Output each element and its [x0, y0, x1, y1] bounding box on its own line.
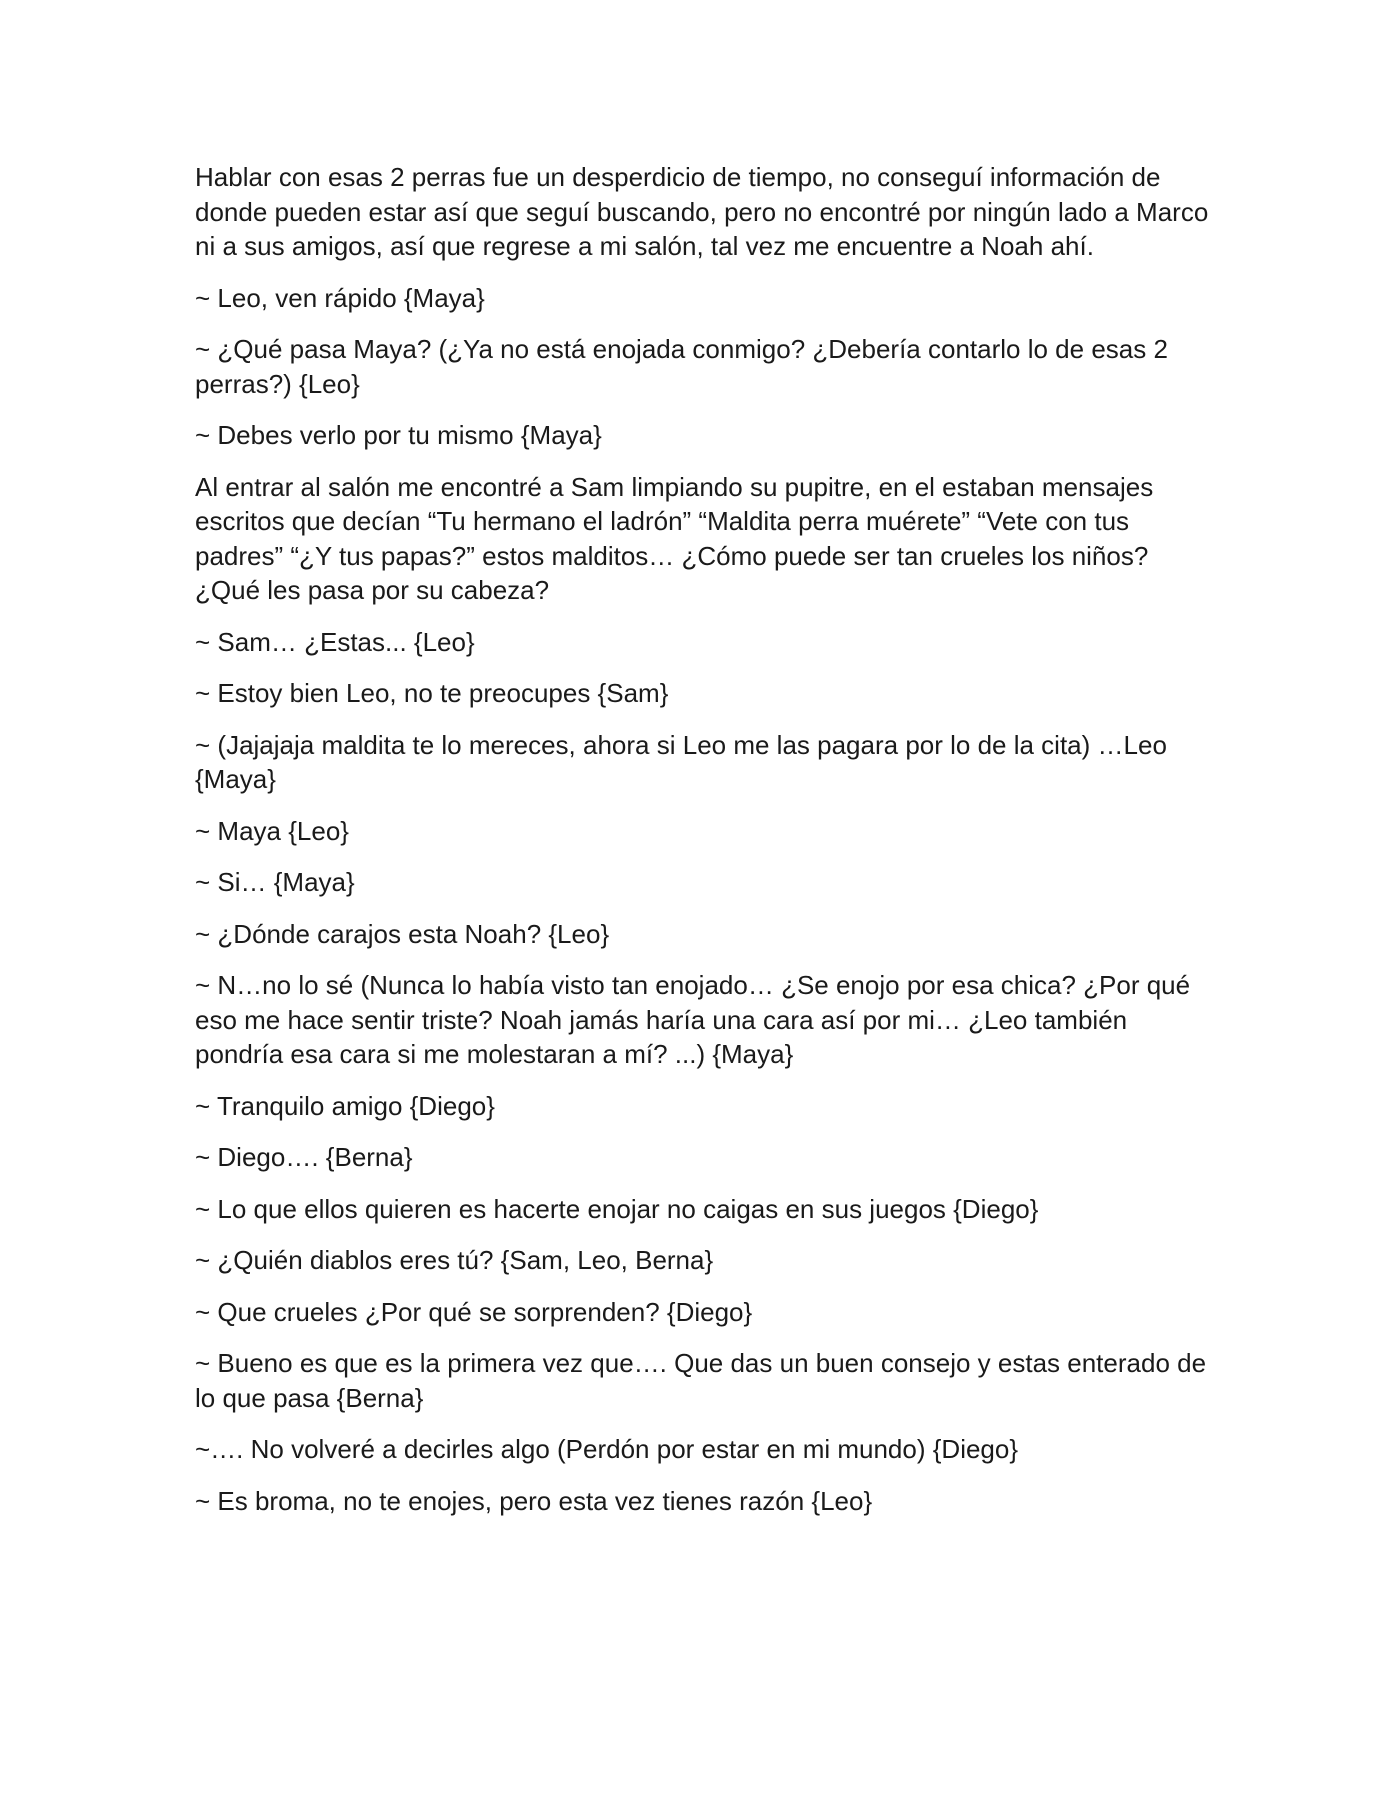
dialogue-line: ~ Sam… ¿Estas... {Leo} — [195, 626, 475, 657]
dialogue-line: ~ Tranquilo amigo {Diego} — [195, 1090, 495, 1121]
dialogue-line: ~ Debes verlo por tu mismo {Maya} — [195, 420, 602, 450]
dialogue-line: ~…. No volveré a decirles algo (Perdón por estar en mi mundo) {Diego} — [195, 1434, 1019, 1464]
dialogue-line: ~ Lo que ellos quieren es hacerte enojar no caigas en sus juegos {Diego} — [195, 1193, 1039, 1224]
dialogue-line: ~ N…no lo sé (Nunca lo había visto tan enojado… ¿Se enojo por esa chica? ¿Por qué eso me hace sentir triste? Noah jamás haría una cara así por mi… ¿Leo también pondría esa cara si me molestaran a mí? ...) {Maya} — [195, 970, 1191, 1069]
dialogue-line: ~ Bueno es que es la primera vez que…. Que das un buen consejo y estas enterado de lo que pasa {Berna} — [195, 1348, 1207, 1413]
narration-paragraph: Hablar con esas 2 perras fue un desperdicio de tiempo, no conseguí información de donde pueden estar así que seguí buscando, pero no encontré por ningún lado a Marco ni a sus amigos, así que regrese a mi salón, tal vez me encuentre a Noah ahí. — [195, 162, 1209, 261]
dialogue-line: ~ (Jajajaja maldita te lo mereces, ahora si Leo me las pagara por lo de la cita) …Leo {Maya} — [195, 729, 1167, 794]
dialogue-line: ~ Si… {Maya} — [195, 867, 355, 897]
dialogue-line: ~ Es broma, no te enojes, pero esta vez tienes razón {Leo} — [195, 1485, 873, 1516]
dialogue-line: ~ Leo, ven rápido {Maya} — [195, 282, 485, 313]
dialogue-line: ~ Que crueles ¿Por qué se sorprenden? {Diego} — [195, 1296, 753, 1327]
narration-paragraph: Al entrar al salón me encontré a Sam limpiando su pupitre, en el estaban mensajes escritos que decían “Tu hermano el ladrón” “Maldita perra muérete” “Vete con tus padres” “¿Y tus papas?” estos malditos… ¿Cómo puede ser tan crueles los niños? ¿Qué les pasa por su cabeza? — [195, 471, 1154, 605]
dialogue-line: ~ Diego…. {Berna} — [195, 1142, 413, 1172]
dialogue-line: ~ ¿Qué pasa Maya? (¿Ya no está enojada conmigo? ¿Debería contarlo lo de esas 2 perras?) {Leo} — [195, 334, 1168, 399]
dialogue-line: ~ ¿Quién diablos eres tú? {Sam, Leo, Berna} — [195, 1245, 714, 1275]
dialogue-line: ~ ¿Dónde carajos esta Noah? {Leo} — [195, 918, 610, 949]
dialogue-line: ~ Maya {Leo} — [195, 815, 349, 846]
dialogue-line: ~ Estoy bien Leo, no te preocupes {Sam} — [195, 678, 669, 708]
document-page — [195, 160, 1215, 1535]
